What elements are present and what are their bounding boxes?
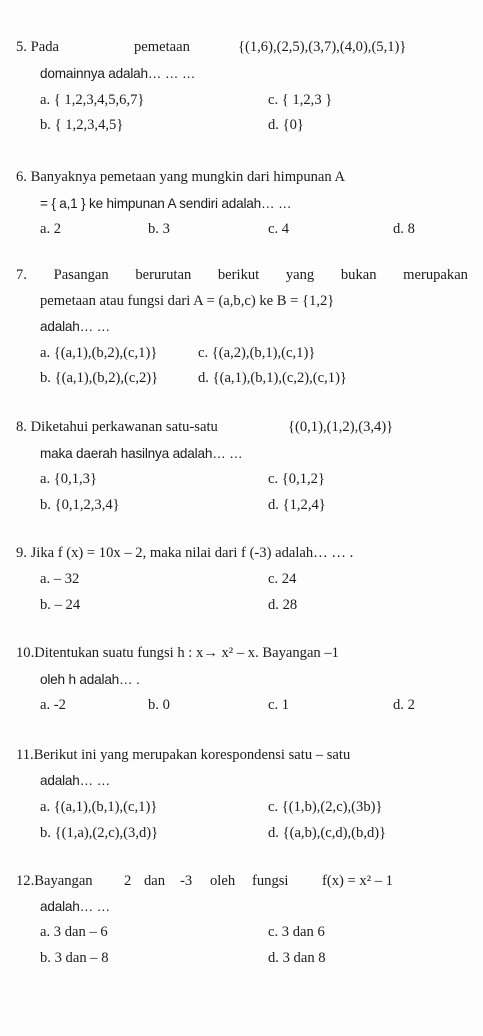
q8-option-d[interactable]: d. {1,2,4} — [268, 497, 326, 513]
word: bukan — [340, 267, 377, 283]
q12-option-a[interactable]: a. 3 dan – 6 — [40, 924, 108, 940]
q12-option-d[interactable]: d. 3 dan 8 — [268, 950, 326, 966]
q11-line1: 11.Berikut ini yang merupakan korespondensi satu – satu — [16, 747, 351, 763]
q9-line1: 9. Jika f (x) = 10x – 2, maka nilai dari f (-3) adalah… … . — [16, 545, 354, 561]
word: merupakan — [403, 267, 468, 283]
q6-option-a[interactable]: a. 2 — [40, 221, 62, 237]
q12-word-1: 12.Bayangan — [16, 873, 93, 889]
q6-line2: = { a,1 } ke himpunan A sendiri adalah… … — [40, 196, 292, 211]
q9-option-c[interactable]: c. 24 — [268, 571, 297, 587]
q5-number-word: 5. Pada — [16, 39, 59, 55]
q7-line2: pemetaan atau fungsi dari A = (a,b,c) ke B = {1,2} — [40, 293, 335, 309]
q12-option-c[interactable]: c. 3 dan 6 — [268, 924, 325, 940]
q8-set: {(0,1),(1,2),(3,4)} — [288, 419, 394, 435]
q8-option-a[interactable]: a. {0,1,3} — [40, 471, 97, 487]
q8-option-b[interactable]: b. {0,1,2,3,4} — [40, 497, 120, 513]
q11-line2: adalah… … — [40, 773, 110, 788]
q10-line1: 10.Ditentukan suatu fungsi h : x→ x² – x. Bayangan –1 — [16, 645, 339, 661]
q10-option-c[interactable]: c. 1 — [268, 697, 290, 713]
q6-option-c[interactable]: c. 4 — [268, 221, 290, 237]
word: berurutan — [135, 267, 192, 283]
q7-line1 — [16, 266, 468, 284]
q12-word-3: dan — [144, 873, 166, 889]
word: 7. — [16, 267, 27, 283]
q8-text: 8. Diketahui perkawanan satu-satu — [16, 419, 218, 435]
q8-option-c[interactable]: c. {0,1,2} — [268, 471, 325, 487]
q7-option-d[interactable]: d. {(a,1),(b,1),(c,2),(c,1)} — [198, 370, 347, 386]
q11-option-d[interactable]: d. {(a,b),(c,d),(b,d)} — [268, 825, 387, 841]
q6-option-b[interactable]: b. 3 — [148, 221, 170, 237]
q7-line3: adalah… … — [40, 319, 110, 334]
word: yang — [285, 267, 315, 283]
word: berikut — [217, 267, 260, 283]
q6-option-d[interactable]: d. 8 — [393, 221, 415, 237]
q9-option-d[interactable]: d. 28 — [268, 597, 298, 613]
q10-line2: oleh h adalah… . — [40, 672, 140, 687]
q12-line2: adalah… … — [40, 899, 110, 914]
q10-option-d[interactable]: d. 2 — [393, 697, 415, 713]
q9-option-a[interactable]: a. – 32 — [40, 571, 80, 587]
q5-option-b[interactable]: b. { 1,2,3,4,5} — [40, 117, 124, 133]
q5-line2: domainnya adalah… … … — [40, 66, 196, 81]
q5-word-pemetaan: pemetaan — [134, 39, 190, 55]
q7-option-c[interactable]: c. {(a,2),(b,1),(c,1)} — [198, 345, 316, 361]
q10-option-a[interactable]: a. -2 — [40, 697, 66, 713]
q12-option-b[interactable]: b. 3 dan – 8 — [40, 950, 109, 966]
q5-option-d[interactable]: d. {0} — [268, 117, 304, 133]
q12-word-5: oleh — [210, 873, 236, 889]
q8-line2: maka daerah hasilnya adalah… … — [40, 446, 243, 461]
q5-option-a[interactable]: a. { 1,2,3,4,5,6,7} — [40, 92, 145, 108]
q12-word-6: fungsi — [252, 873, 289, 889]
q11-option-a[interactable]: a. {(a,1),(b,1),(c,1)} — [40, 799, 158, 815]
q5-option-c[interactable]: c. { 1,2,3 } — [268, 92, 333, 108]
q10-option-b[interactable]: b. 0 — [148, 697, 170, 713]
q7-option-a[interactable]: a. {(a,1),(b,2),(c,1)} — [40, 345, 158, 361]
q5-set: {(1,6),(2,5),(3,7),(4,0),(5,1)} — [238, 39, 407, 55]
q12-word-4: -3 — [180, 873, 193, 889]
q12-formula: f(x) = x² – 1 — [322, 873, 393, 889]
q9-option-b[interactable]: b. – 24 — [40, 597, 81, 613]
q7-option-b[interactable]: b. {(a,1),(b,2),(c,2)} — [40, 370, 159, 386]
word: Pasangan — [53, 267, 109, 283]
q11-option-c[interactable]: c. {(1,b),(2,c),(3b)} — [268, 799, 383, 815]
q12-word-2: 2 — [124, 873, 132, 889]
q6-line1: 6. Banyaknya pemetaan yang mungkin dari himpunan A — [16, 169, 346, 185]
q11-option-b[interactable]: b. {(1,a),(2,c),(3,d)} — [40, 825, 159, 841]
